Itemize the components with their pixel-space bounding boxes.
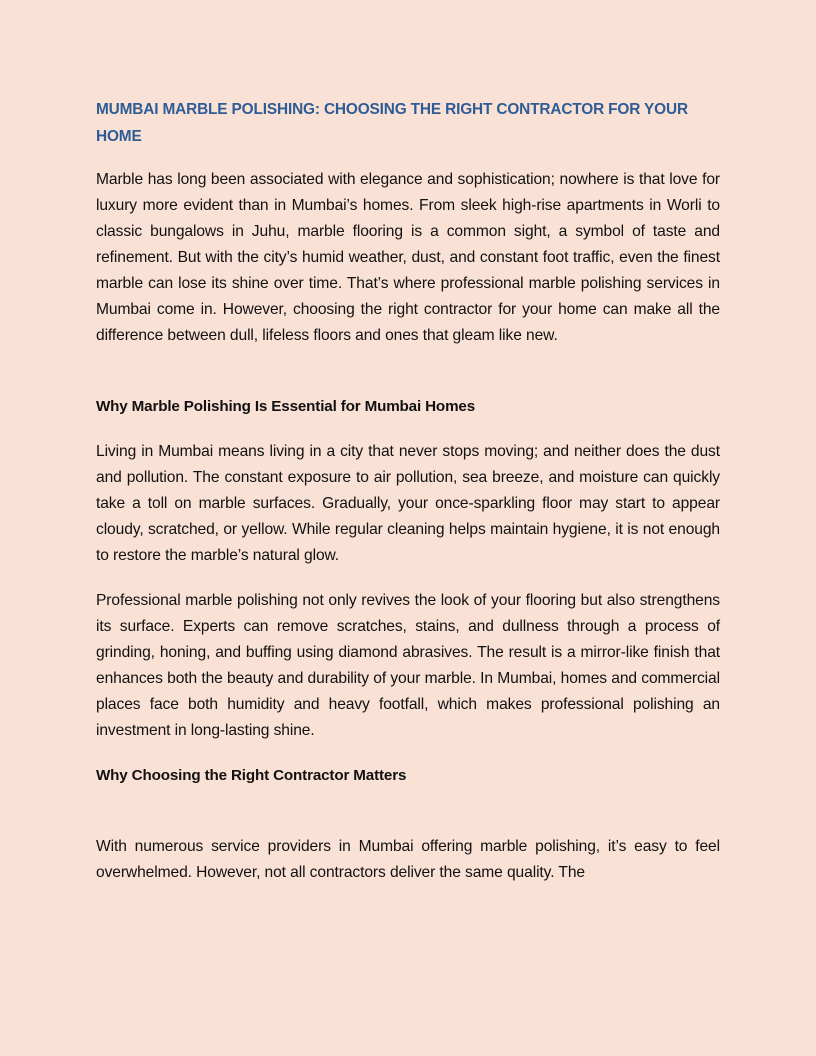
- document-page: [96, 96, 720, 886]
- document-title: MUMBAI MARBLE POLISHING: CHOOSING THE RIGHT CONTRACTOR FOR YOUR HOME: [96, 101, 688, 145]
- intro-paragraph: Marble has long been associated with elegance and sophistication; nowhere is that love for luxury more evident than in Mumbai’s homes. From sleek high-rise apartments in Worli to classic bungalows in Juhu, marble flooring is a common sight, a symbol of taste and refinement. But with the city’s humid weather, dust, and constant foot traffic, even the finest marble can lose its shine over time. That’s where professional marble polishing services in Mumbai come in. However, choosing the right contractor for your home can make all the difference between dull, lifeless floors and ones that gleam like new.: [96, 171, 720, 344]
- section2-paragraph-1: With numerous service providers in Mumbai offering marble polishing, it’s easy to feel overwhelmed. However, not all contractors deliver the same quality. The: [96, 838, 720, 881]
- section1-paragraph-1: Living in Mumbai means living in a city that never stops moving; and neither does the dust and pollution. The constant exposure to air pollution, sea breeze, and moisture can quickly take a toll on marble surfaces. Gradually, your once-sparkling floor may start to appear cloudy, scratched, or yellow. While regular cleaning helps maintain hygiene, it is not enough to restore the marble’s natural glow.: [96, 443, 720, 564]
- section1-paragraph-2: Professional marble polishing not only revives the look of your flooring but also strengthens its surface. Experts can remove scratches, stains, and dullness through a process of grinding, honing, and buffing using diamond abrasives. The result is a mirror-like finish that enhances both the beauty and durability of your marble. In Mumbai, homes and commercial places face both humidity and heavy footfall, which makes professional polishing an investment in long-lasting shine.: [96, 592, 720, 739]
- section-heading-right-contractor: Why Choosing the Right Contractor Matters: [96, 767, 407, 784]
- section-heading-marble-polishing: Why Marble Polishing Is Essential for Mumbai Homes: [96, 398, 476, 415]
